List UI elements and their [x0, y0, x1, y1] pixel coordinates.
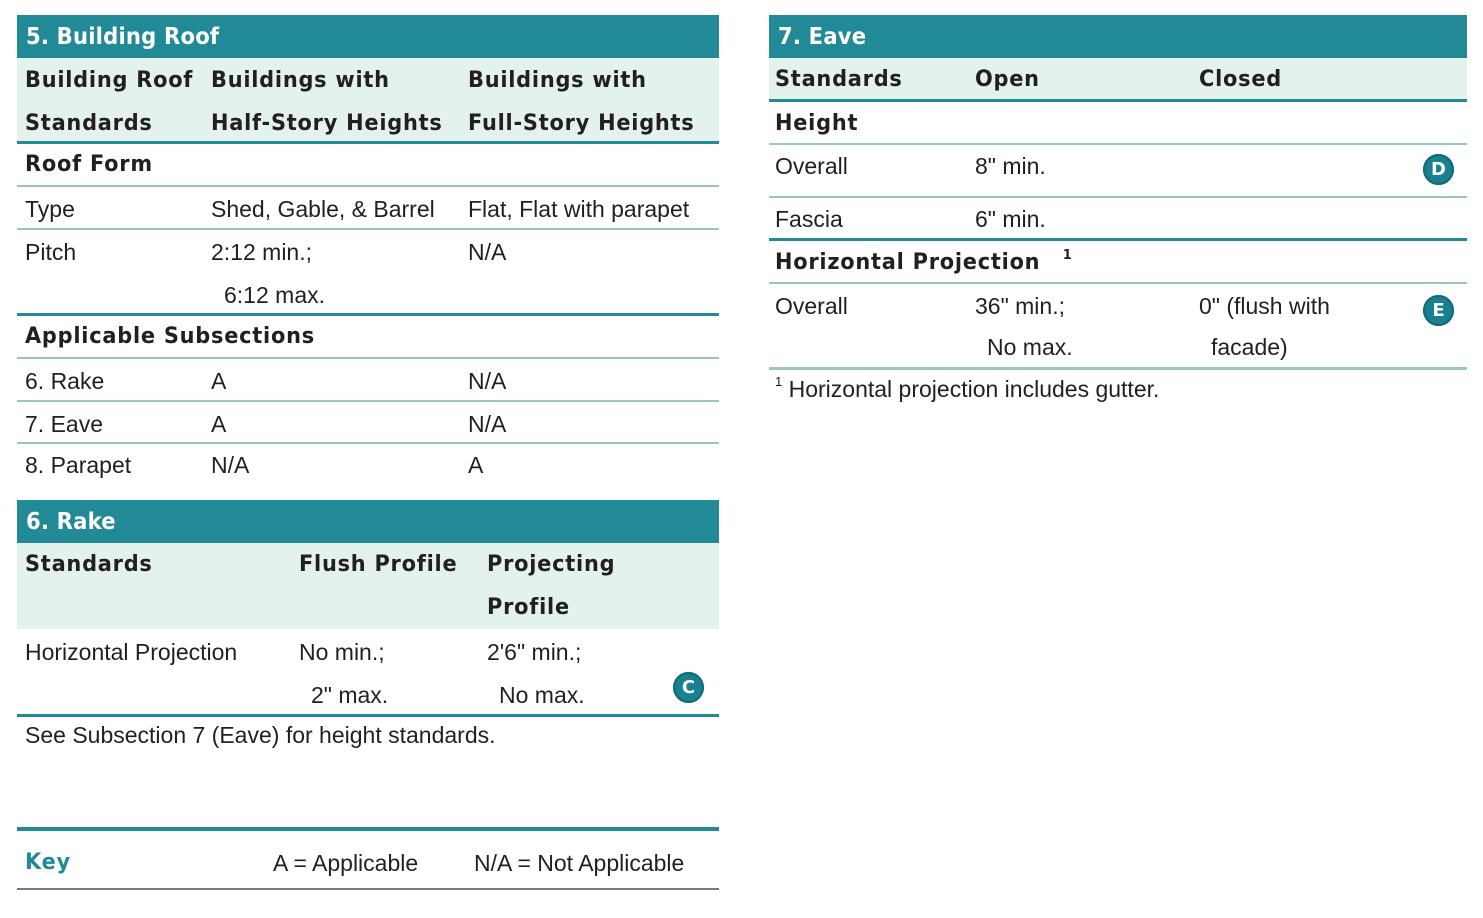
overall-projection-open-line1: 36" min.; [975, 293, 1065, 319]
subsection-label: 7. Eave [25, 411, 103, 437]
key-label: Key [25, 850, 71, 875]
header-full-story-line1: Buildings with [468, 68, 647, 93]
callout-d-badge: D [1423, 154, 1454, 185]
eave-title: 7. Eave [769, 15, 1467, 58]
subsection-row-eave [17, 402, 719, 444]
fascia-row [769, 198, 1467, 241]
subsection-full: A [468, 452, 484, 478]
footnote-number: 1 [775, 374, 783, 389]
fascia-label: Fascia [775, 206, 843, 232]
subsection-half: A [211, 411, 227, 437]
horizontal-projection-label: Horizontal Projection [25, 639, 238, 665]
rake-header [17, 543, 719, 629]
projecting-line1: 2'6" min.; [487, 639, 582, 665]
overall-projection-label: Overall [775, 293, 848, 319]
key-not-applicable: N/A = Not Applicable [474, 850, 685, 876]
pitch-half-line2: 6:12 max. [224, 282, 325, 308]
overall-projection-row [769, 284, 1467, 370]
roof-form-heading-row [17, 144, 719, 187]
horizontal-projection-heading-row [769, 241, 1467, 284]
overall-projection-open-line2: No max. [987, 334, 1073, 360]
subsection-full: N/A [468, 411, 507, 437]
flush-line1: No min.; [299, 639, 385, 665]
footnote-text: Horizontal projection includes gutter. [788, 376, 1160, 402]
header-closed: Closed [1199, 67, 1283, 92]
roof-form-heading: Roof Form [25, 152, 153, 177]
building-roof-header [17, 58, 719, 144]
overall-height-label: Overall [775, 153, 848, 179]
subsection-full: N/A [468, 368, 507, 394]
rake-title: 6. Rake [17, 500, 719, 543]
header-half-story-line1: Buildings with [211, 68, 390, 93]
type-full-story: Flat, Flat with parapet [468, 196, 690, 222]
applicable-subsections-heading: Applicable Subsections [25, 324, 315, 349]
key-box [17, 827, 719, 890]
rake-table [17, 500, 719, 748]
header-standards: Standards [25, 552, 153, 577]
height-heading-row [769, 102, 1467, 145]
horizontal-projection-row [17, 629, 719, 717]
eave-header [769, 58, 1467, 102]
subsection-label: 8. Parapet [25, 452, 132, 478]
header-building-roof-standards-line1: Building Roof [25, 68, 194, 93]
key-applicable: A = Applicable [273, 850, 419, 876]
subsection-half: A [211, 368, 227, 394]
type-row [17, 187, 719, 230]
overall-projection-closed-line2: facade) [1211, 334, 1288, 360]
header-building-roof-standards-line2: Standards [25, 111, 153, 136]
header-half-story-line2: Half-Story Heights [211, 111, 443, 136]
height-heading: Height [775, 111, 859, 136]
header-standards: Standards [775, 67, 903, 92]
type-half-story: Shed, Gable, & Barrel [211, 196, 435, 222]
key-legend [17, 827, 719, 890]
header-full-story-line2: Full-Story Heights [468, 111, 695, 136]
header-projecting-profile-line2: Profile [487, 595, 570, 620]
pitch-row [17, 230, 719, 316]
overall-height-row [769, 145, 1467, 198]
building-roof-table [17, 15, 719, 486]
horizontal-projection-heading: Horizontal Projection $^1$ [775, 248, 1073, 275]
rake-note: See Subsection 7 (Eave) for height standards. [25, 722, 496, 748]
subsection-label: 6. Rake [25, 368, 105, 394]
header-flush-profile: Flush Profile [299, 552, 458, 577]
subsection-half: N/A [211, 452, 250, 478]
overall-height-open: 8" min. [975, 153, 1046, 179]
footnote-marker: 1 [1062, 248, 1073, 263]
header-projecting-profile-line1: Projecting [487, 552, 616, 577]
subsection-row-parapet [17, 444, 719, 486]
building-roof-title: 5. Building Roof [17, 15, 719, 58]
callout-c-badge: C [673, 672, 704, 703]
applicable-subsections-heading-row [17, 316, 719, 359]
fascia-open: 6" min. [975, 206, 1046, 232]
subsection-row-rake [17, 359, 719, 402]
overall-projection-closed-line1: 0" (flush with [1199, 293, 1330, 319]
pitch-full-story: N/A [468, 239, 507, 265]
eave-footnote [775, 376, 1159, 403]
type-label: Type [25, 196, 75, 222]
callout-e-badge: E [1423, 295, 1454, 326]
pitch-label: Pitch [25, 239, 77, 265]
pitch-half-line1: 2:12 min.; [211, 239, 312, 265]
eave-table [769, 15, 1467, 402]
flush-line2: 2" max. [311, 682, 389, 708]
header-open: Open [975, 67, 1040, 92]
projecting-line2: No max. [499, 682, 585, 708]
